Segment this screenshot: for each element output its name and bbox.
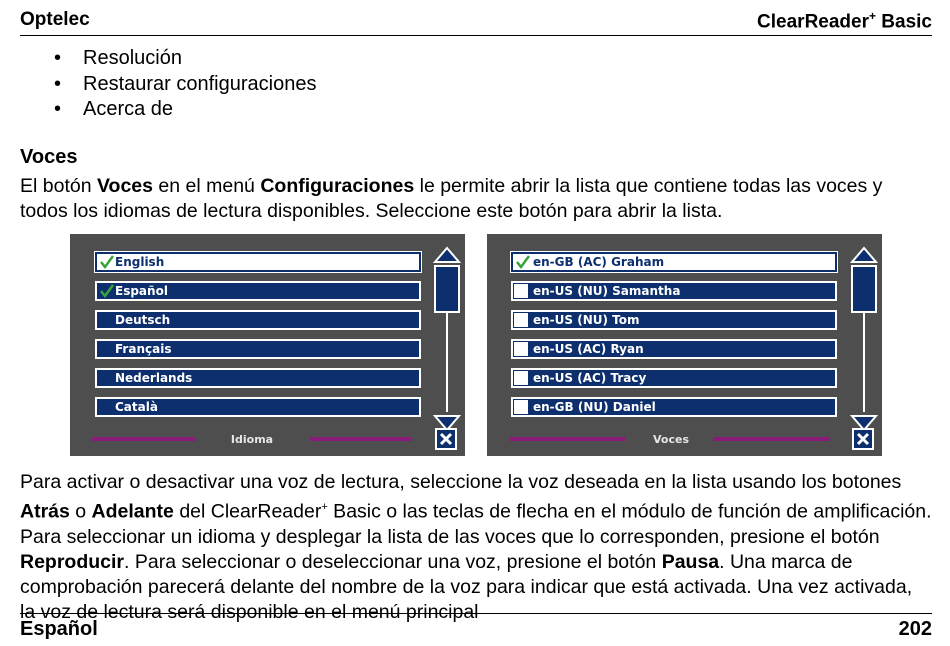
list-item-label: Nederlands [115,371,193,385]
list-item-label: en-GB (NU) Daniel [533,400,656,414]
section-title: Voces [20,146,78,168]
body-paragraph: Para activar o desactivar una voz de lectura, seleccione la voz deseada en la lista usando los botones Atrás o Adelante del ClearReader+ Basic o las teclas de flecha en el módulo de función de amplificación. Para seleccionar un idioma y desplegar la lista de las voces que lo corresponden, presione el botón Reproducir. Para seleccionar o deseleccionar una voz, presione el botón Pausa. Una marca de comprobación parecerá delante del nombre de la voz para indicar que está activada. Una vez activada, la voz de lectura será disponible en el menú principal [20,471,932,623]
close-icon [854,430,872,448]
close-button[interactable] [852,428,874,450]
list-item[interactable] [511,281,837,301]
language-screen [70,234,465,456]
list-item[interactable] [95,339,421,359]
list-item[interactable] [95,397,421,417]
checkmark-icon [516,254,530,270]
list-item[interactable] [95,252,421,272]
bullet-item: • Restaurar configuraciones [54,72,316,98]
close-button[interactable] [435,428,457,450]
list-item-label: Deutsch [115,313,171,327]
list-item-label: Français [115,342,172,356]
bullet-item: • Acerca de [54,97,316,123]
checkbox [514,313,528,327]
header-product: ClearReader+ Basic [757,9,932,33]
list-item-label: en-US (AC) Ryan [533,342,644,356]
intro-paragraph: El botón Voces en el menú Configuraciones le permite abrir la lista que contiene todas las voces y todos los idiomas de lectura disponibles. Seleccione este botón para abrir la lista. [20,175,883,222]
voices-screen [487,234,882,456]
list-item-label: en-US (AC) Tracy [533,371,647,385]
list-item[interactable] [511,368,837,388]
accent-bar [310,437,412,441]
checkbox [514,371,528,385]
accent-bar [713,437,829,441]
list-item[interactable] [95,310,421,330]
checkmark-icon [100,283,114,299]
header-brand: Optelec [20,9,90,30]
scroll-thumb [435,266,459,312]
list-item-label: English [115,255,165,269]
screen-caption: Voces [653,433,689,446]
checkbox [514,342,528,356]
checkmark-icon [100,254,114,270]
bullet-item: • Resolución [54,46,316,72]
page-header [20,9,932,36]
bullet-list [54,46,316,123]
screen-caption: Idioma [230,433,274,446]
accent-bar [92,437,196,441]
list-item-label: en-GB (AC) Graham [533,255,665,269]
list-item[interactable] [95,368,421,388]
checkbox [514,284,528,298]
footer-language: Español [20,618,98,640]
scrollbar[interactable] [432,246,462,432]
scrollbar[interactable] [849,246,879,432]
checkbox [514,400,528,414]
list-item-label: en-US (NU) Samantha [533,284,681,298]
list-item-label: Català [115,400,158,414]
list-item[interactable] [511,252,837,272]
list-item-label: Español [115,284,168,298]
list-item[interactable] [511,310,837,330]
list-item[interactable] [95,281,421,301]
list-item[interactable] [511,397,837,417]
close-icon [437,430,455,448]
scroll-up-icon [852,248,876,262]
scroll-thumb [852,266,876,312]
list-item[interactable] [511,339,837,359]
accent-bar [509,437,625,441]
list-item-label: en-US (NU) Tom [533,313,640,327]
page-footer [20,613,932,644]
scroll-up-icon [435,248,459,262]
page-number: 202 [898,618,932,640]
